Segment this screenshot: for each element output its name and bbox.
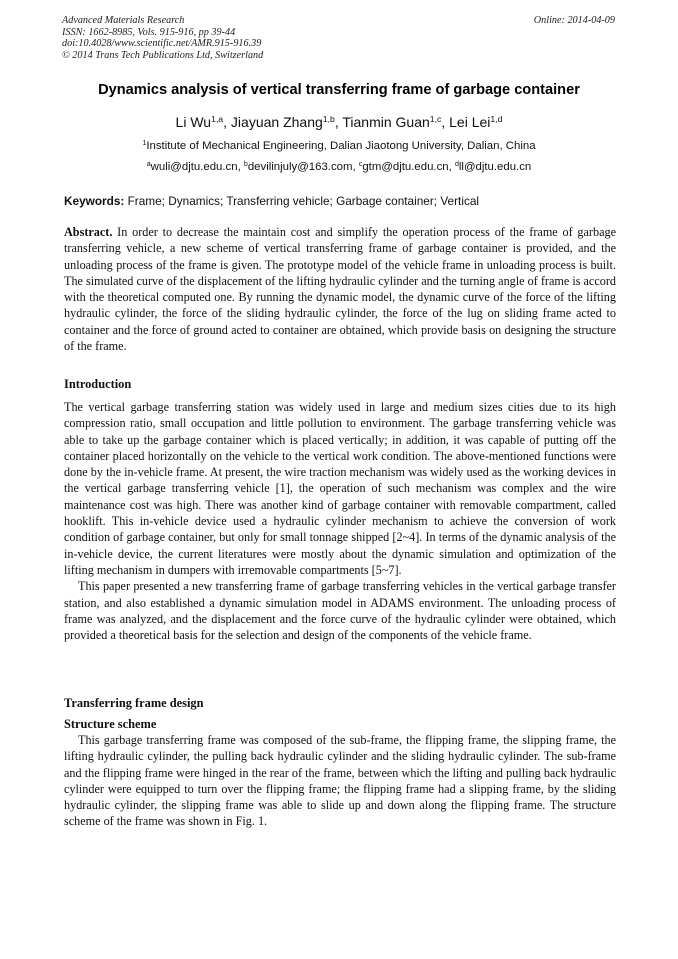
email-mark: a	[146, 161, 151, 169]
subsection-heading-structure: Structure scheme	[64, 717, 157, 731]
paragraph: This garbage transferring frame was composed of the sub-frame, the flipping frame, the slipping frame, the lifting hydraulic cylinder, the pulling back hydraulic cylinder and the sliding hydraulic cylinder. The sub-frame and the flipping frame were hinged in the rear of the frame, between which the lifting and pulling back hydraulic cylinder were equipped to turn over the flipping frame; the flipping frame had a slipping frame, by the sliding hydraulic cylinder, the slipping frame was able to slide up and down along the flipping frame. The structure scheme of the frame was shown in Fig. 1.	[64, 733, 616, 829]
abstract	[64, 224, 616, 354]
author-affiliation-mark: 1,d	[490, 114, 503, 125]
email-list	[0, 161, 678, 173]
keywords	[64, 194, 616, 208]
abstract-label: Abstract.	[64, 225, 113, 239]
author-affiliation-mark: 1,a	[211, 114, 224, 125]
introduction-body	[64, 399, 616, 643]
email-mark: d	[454, 161, 459, 169]
author-separator: ,	[223, 114, 231, 130]
author-separator: ,	[334, 114, 343, 130]
affiliation	[0, 140, 678, 152]
author-affiliation-mark: 1,b	[322, 114, 335, 125]
section-heading-design: Transferring frame design	[64, 696, 204, 710]
author-affiliation-mark: 1,c	[429, 114, 442, 125]
paragraph: The vertical garbage transferring station was widely used in large and medium sizes cities due to its high compression ratio, small occupation and little pollution to environment. The garbage transferring vehicle was able to take up the garbage container which is placed vertically; in addition, it was capable of putting off the container placed horizontally on the vehicle to the vertical work condition. The above-mentioned functions were done by the in-vehicle frame. At present, the wire traction mechanism was widely used as the working devices in the vertical garbage transferring vehicle [1], the operation of such mechanism was complex and the wire maintenance cost was high. There was another kind of garbage container with removable compartment, called hooklift. This in-vehicle device used a hydraulic cylinder mechanism to achieve the conversion of work condition of garbage container, but only for small tonnage shipped [2~4]. In terms of the dynamic analysis of the in-vehicle device, the current literatures were mostly about the dynamic simulation and optimization of the lifting mechanism in dumpers with irremovable compartments [5~7].	[64, 400, 616, 577]
doi-line: doi:10.4028/www.scientific.net/AMR.915-916.39	[62, 38, 262, 50]
affiliation-mark: 1	[142, 140, 147, 148]
journal-name: Advanced Materials Research	[62, 15, 185, 26]
copyright-line: © 2014 Trans Tech Publications Ltd, Switzerland	[62, 49, 264, 61]
email-address: ll@djtu.edu.cn	[458, 161, 532, 173]
email-mark: b	[243, 161, 248, 169]
author-name: Lei Lei	[449, 114, 491, 130]
author-name: Tianmin Guan	[342, 114, 430, 130]
affiliation-text: Institute of Mechanical Engineering, Dalian Jiaotong University, Dalian, China	[146, 140, 536, 152]
design-body	[64, 732, 616, 830]
issn-line: ISSN: 1662-8985, Vols. 915-916, pp 39-44	[62, 26, 236, 38]
section-heading-introduction: Introduction	[64, 377, 132, 391]
email-address: devilinjuly@163.com,	[247, 161, 359, 173]
email-mark: c	[358, 161, 363, 169]
paper-title: Dynamics analysis of vertical transferring frame of garbage container	[98, 82, 580, 98]
email-address: gtm@djtu.edu.cn,	[362, 161, 455, 173]
abstract-text: In order to decrease the maintain cost and simplify the operation process of the frame of garbage transferring vehicle, a new scheme of vertical transferring frame of garbage container is provided, and the unloading process of the frame is given. The prototype model of the vehicle frame in unloading process is built. The simulated curve of the displacement of the lifting hydraulic cylinder and the turning angle of frame is accord with the theoretical computed one. By running the dynamic model, the dynamic curve of the force of the lifting hydraulic cylinder, the force of the sliding hydraulic cylinder, the force of the lug on sliding frame acted to container and the force of ground acted to container are obtained, which provide basis on designing the structure of the frame.	[64, 225, 616, 354]
author-name: Jiayuan Zhang	[230, 114, 323, 130]
author-list	[0, 114, 678, 130]
online-date: Online: 2014-04-09	[533, 15, 615, 26]
journal-metadata	[62, 15, 263, 61]
author-separator: ,	[441, 114, 450, 130]
keywords-text: Frame; Dynamics; Transferring vehicle; Garbage container; Vertical	[124, 194, 480, 208]
email-address: wuli@djtu.edu.cn,	[150, 161, 244, 173]
author-name: Li Wu	[175, 114, 212, 130]
keywords-label: Keywords:	[64, 194, 125, 208]
paragraph: This paper presented a new transferring frame of garbage transferring vehicles in the vertical garbage transfer station, and also established a dynamic simulation model in ADAMS environment. The unloading process of frame was analyzed, and the displacement and the force curve of the hydraulic cylinder were obtained, which provided a theoretical basis for the selection and design of the components of the vehicle frame.	[64, 579, 616, 643]
